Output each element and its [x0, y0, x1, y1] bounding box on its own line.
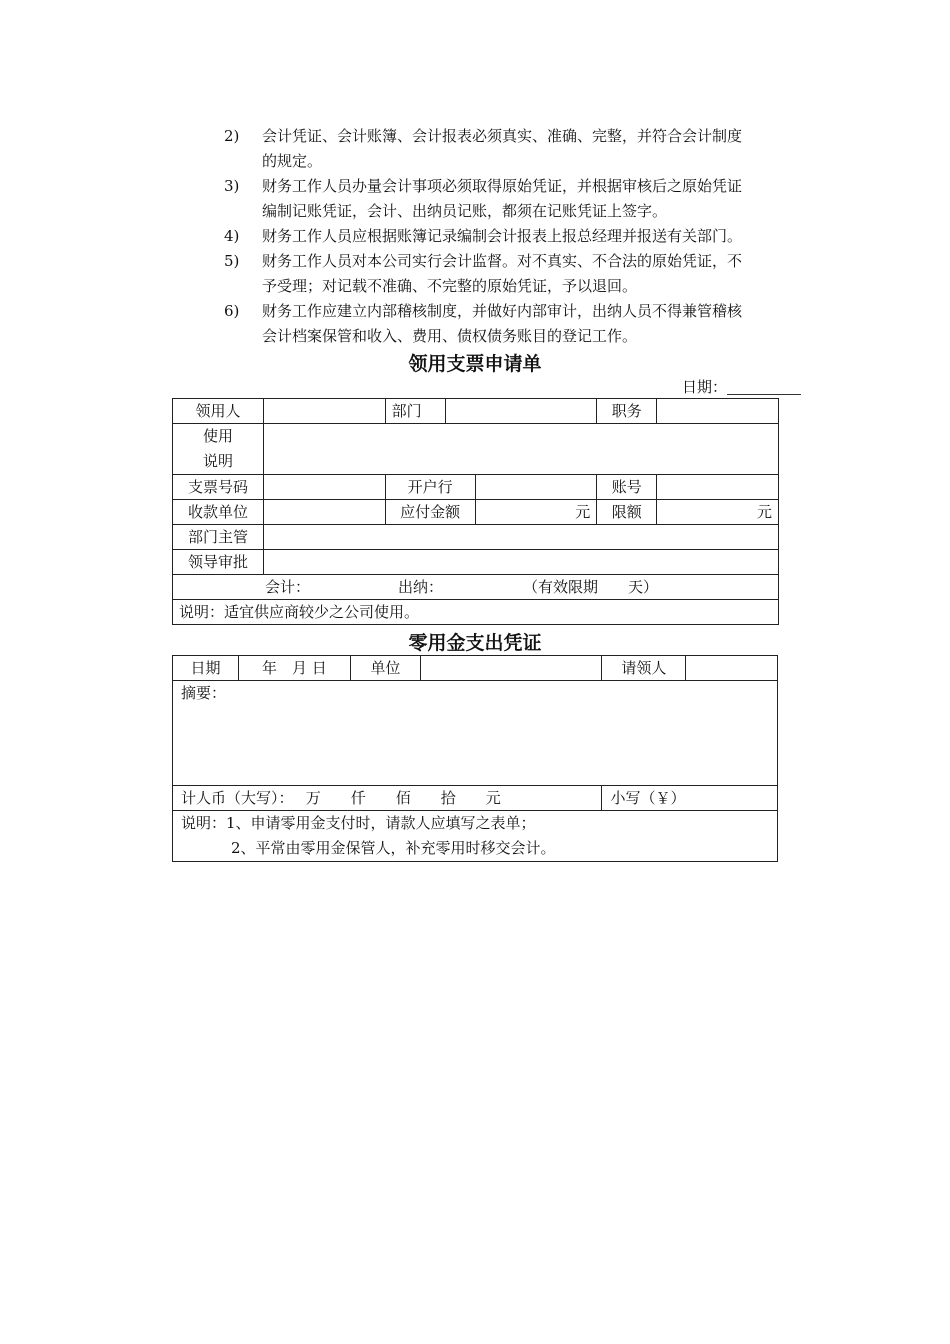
- unit-field[interactable]: [420, 656, 602, 681]
- note-line: 2、平常由零用金保管人，补充零用时移交会计。: [231, 839, 556, 857]
- petty-cash-title: 零用金支出凭证: [408, 632, 542, 654]
- amount-upper-field[interactable]: 计人币（大写）： 万 仟 佰 拾 元: [173, 786, 602, 811]
- item-number: 6): [224, 302, 240, 320]
- date-label: 日期：: [682, 378, 728, 396]
- date-field: [682, 376, 801, 397]
- list-item: [224, 124, 810, 174]
- limit-field[interactable]: 元: [657, 500, 779, 525]
- usage-label: [173, 424, 264, 475]
- date-label: 日期: [173, 656, 239, 681]
- summary-label: 摘要：: [181, 684, 227, 702]
- item-number: 2): [224, 127, 240, 145]
- bank-field[interactable]: [475, 475, 597, 500]
- limit-label: 限额: [597, 500, 657, 525]
- validity-label: （有效限期 天）: [523, 578, 659, 596]
- position-field[interactable]: [657, 399, 779, 424]
- signature-row: [173, 575, 779, 600]
- list-item: [224, 224, 810, 249]
- payee-field[interactable]: [263, 500, 385, 525]
- rules-list: [224, 124, 810, 349]
- date-field[interactable]: 年 月 日: [238, 656, 350, 681]
- cheque-form-title: 领用支票申请单: [408, 353, 542, 375]
- usage-label-line: 使用: [202, 427, 233, 445]
- claimant-field[interactable]: [686, 656, 778, 681]
- list-item: [224, 249, 810, 299]
- item-text: 会计档案保管和收入、费用、债权债务账目的登记工作。: [262, 327, 638, 345]
- item-number: 5): [224, 252, 240, 270]
- account-field[interactable]: [657, 475, 779, 500]
- note-line: 说明：1、申请零用金支付时，请款人应填写之表单；: [181, 814, 536, 832]
- unit-label: 单位: [350, 656, 420, 681]
- accountant-label: 会计：: [265, 578, 311, 596]
- amount-lower-field[interactable]: 小写（￥）: [602, 786, 778, 811]
- item-text: 会计凭证、会计账簿、会计报表必须真实、准确、完整，并符合会计制度: [262, 127, 743, 145]
- leader-approval-field[interactable]: [263, 550, 778, 575]
- cheque-no-field[interactable]: [263, 475, 385, 500]
- cheque-request-table: [172, 398, 779, 625]
- department-field[interactable]: [445, 399, 597, 424]
- petty-cash-table: [172, 655, 778, 862]
- recipient-field[interactable]: [263, 399, 385, 424]
- department-label: 部门: [385, 399, 445, 424]
- payee-label: 收款单位: [173, 500, 264, 525]
- amount-payable-field[interactable]: 元: [475, 500, 597, 525]
- amount-payable-label: 应付金额: [385, 500, 475, 525]
- position-label: 职务: [597, 399, 657, 424]
- summary-field[interactable]: [173, 681, 778, 786]
- dept-head-label: 部门主管: [173, 525, 264, 550]
- item-number: 3): [224, 177, 240, 195]
- usage-field[interactable]: [263, 424, 778, 475]
- item-text: 财务工作应建立内部稽核制度，并做好内部审计，出纳人员不得兼管稽核: [262, 302, 743, 320]
- recipient-label: 领用人: [173, 399, 264, 424]
- list-item: [224, 299, 810, 349]
- item-number: 4): [224, 227, 240, 245]
- dept-head-field[interactable]: [263, 525, 778, 550]
- account-label: 账号: [597, 475, 657, 500]
- cheque-form-note: 说明：适宜供应商较少之公司使用。: [173, 600, 779, 625]
- bank-label: 开户行: [385, 475, 475, 500]
- cashier-label: 出纳：: [398, 578, 444, 596]
- leader-approval-label: 领导审批: [173, 550, 264, 575]
- item-text: 财务工作人员应根据账簿记录编制会计报表上报总经理并报送有关部门。: [262, 227, 743, 245]
- date-blank[interactable]: [727, 380, 801, 395]
- item-text: 予受理；对记载不准确、不完整的原始凭证，予以退回。: [262, 277, 638, 295]
- item-text: 财务工作人员办量会计事项必须取得原始凭证，并根据审核后之原始凭证: [262, 177, 743, 195]
- item-text: 的规定。: [262, 152, 323, 170]
- usage-label-line: 说明: [202, 452, 233, 470]
- item-text: 编制记账凭证，会计、出纳员记账，都须在记账凭证上签字。: [262, 202, 668, 220]
- cheque-no-label: 支票号码: [173, 475, 264, 500]
- list-item: [224, 174, 810, 224]
- petty-cash-note: [173, 811, 778, 862]
- item-text: 财务工作人员对本公司实行会计监督。对不真实、不合法的原始凭证，不: [262, 252, 743, 270]
- claimant-label: 请领人: [602, 656, 686, 681]
